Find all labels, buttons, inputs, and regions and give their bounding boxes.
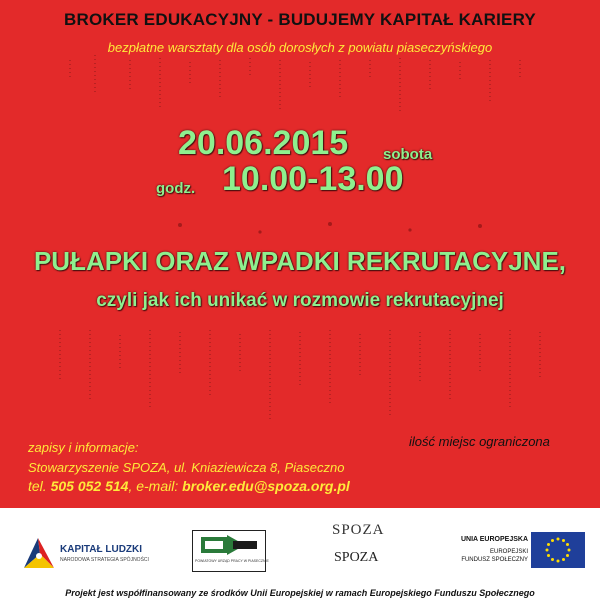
event-day: sobota: [383, 146, 433, 163]
spoza-logo: [330, 522, 390, 580]
topic-title: PUŁAPKI ORAZ WPADKI REKRUTACYJNE,: [33, 246, 567, 276]
ue-line2: EUROPEJSKI: [489, 549, 528, 555]
kapital-ludzki-tagline: NARODOWA STRATEGIA SPÓJNOŚCI: [60, 557, 149, 563]
kapital-ludzki-logo: [22, 530, 162, 574]
topic-subtitle: czyli jak ich unikać w rozmowie rekrutacyjnej: [96, 290, 504, 311]
contact-line: [28, 478, 350, 494]
spoza-logo-top: SPOZA: [332, 522, 385, 538]
phone-number: 505 052 514: [50, 478, 129, 494]
event-time-label: godz.: [156, 180, 196, 197]
ue-efs-logo: [436, 532, 586, 576]
event-date: 20.06.2015: [178, 124, 349, 162]
email-label: , e-mail:: [128, 478, 179, 494]
event-time: 10.00-13.00: [222, 160, 404, 198]
pup-logo: [192, 530, 269, 572]
email-address[interactable]: broker.edu@spoza.org.pl: [182, 478, 350, 494]
ue-line1: UNIA EUROPEJSKA: [460, 536, 528, 543]
pup-name: POWIATOWY URZĄD PRACY W PIASECZNIE: [195, 559, 269, 563]
eu-flag-icon: [531, 532, 585, 568]
spoza-logo-bottom: SPOZA: [334, 550, 379, 565]
limited-places-notice: ilość miejsc ograniczona: [409, 434, 550, 449]
contact-address: Stowarzyszenie SPOZA, ul. Kniaziewicza 8, Piaseczno: [28, 460, 345, 475]
contact-heading: zapisy i informacje:: [28, 440, 139, 455]
header-title: BROKER EDUKACYJNY - BUDUJEMY KAPITAŁ KARIERY: [64, 10, 536, 29]
footer: [0, 508, 600, 600]
header-subtitle: bezpłatne warsztaty dla osób dorosłych z powiatu piaseczyńskiego: [107, 40, 493, 55]
kapital-ludzki-name: KAPITAŁ LUDZKI: [60, 544, 143, 555]
kapital-ludzki-emblem-icon: [22, 536, 56, 570]
pup-emblem-icon: [193, 531, 265, 559]
tel-label: tel.: [28, 478, 47, 494]
cofinancing-footnote: Projekt jest współfinansowany ze środków Unii Europejskiej w ramach Europejskiego Funduszu Społecznego: [65, 588, 535, 598]
ue-line3: FUNDUSZ SPOŁECZNY: [461, 557, 528, 563]
